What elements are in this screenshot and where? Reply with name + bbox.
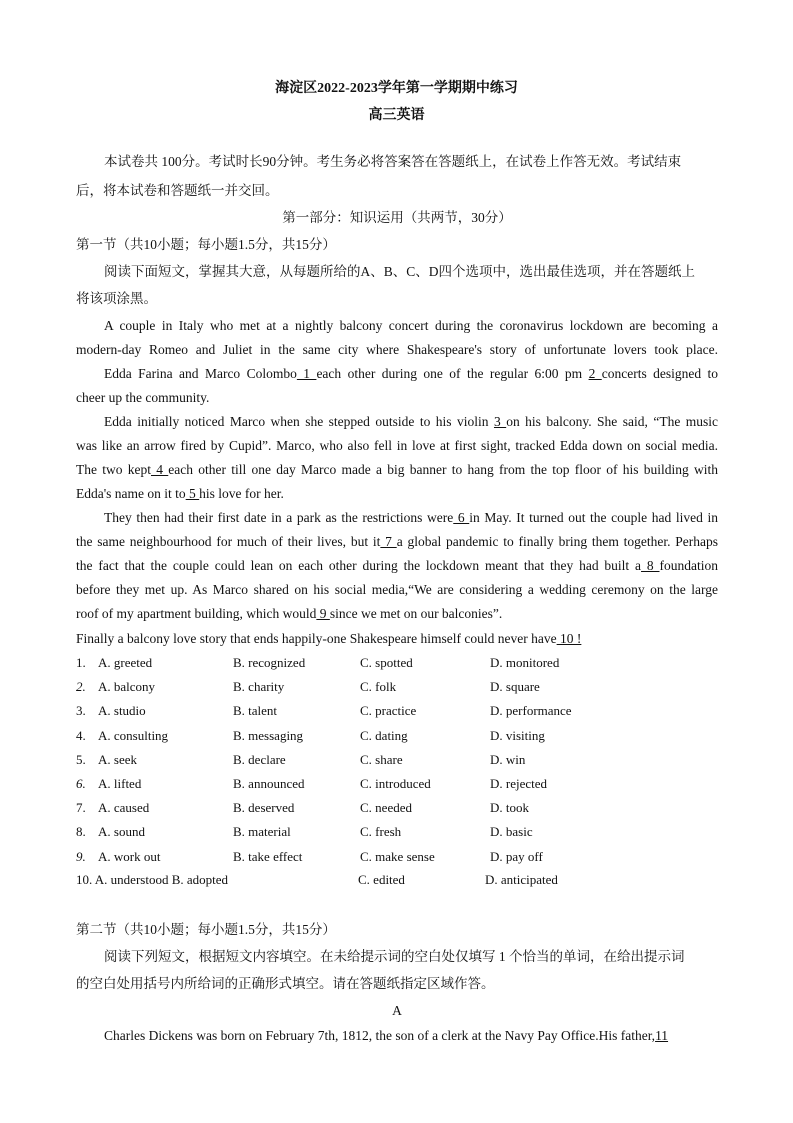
question-9-option-d: D. pay off <box>490 848 543 864</box>
question-6-option-b: B. announced <box>233 776 305 791</box>
section2-passage-line1 <box>104 1027 718 1045</box>
text: each other during one of the regular 6:00 pm <box>316 366 583 381</box>
question-4-option-b: B. messaging <box>233 727 304 743</box>
question-1-option-c: C. spotted <box>360 655 413 670</box>
blank-4: 4 <box>151 462 169 477</box>
text: on his balcony. She said, “The music <box>506 414 719 429</box>
question-9-number: 9. <box>76 848 86 864</box>
question-2-option-c: C. folk <box>360 679 397 695</box>
part1-heading: 第一部分：知识运用（共两节，30分） <box>282 210 512 225</box>
page-title: 海淀区2022-2023学年第一学期期中练习 <box>275 81 518 96</box>
passage-p5-line1 <box>76 630 718 648</box>
blank-8: 8 <box>641 558 660 573</box>
passage-p4-line2 <box>76 533 718 551</box>
question-8-option-d: D. basic <box>490 824 533 840</box>
passage-p3-line1 <box>104 413 718 431</box>
question-1-number: 1. <box>76 655 86 670</box>
question-9-option-b: B. take effect <box>233 848 303 864</box>
blank-3: 3 <box>493 414 507 429</box>
blank-9: 9 <box>316 606 330 621</box>
question-7-option-a: A. caused <box>98 800 150 816</box>
question-6-option-c: C. introduced <box>360 776 431 791</box>
section1-heading: 第一节（共10小题；每小题1.5分，共15分） <box>76 237 336 252</box>
passage-p1-line2: modern-day Romeo and Juliet in the same city where Shakespeare's story of unfortunate lovers took place. <box>76 342 718 357</box>
section2-passage-label: A <box>392 1003 402 1018</box>
question-7-option-c: C. needed <box>360 800 412 816</box>
section2-heading: 第二节（共10小题；每小题1.5分，共15分） <box>76 922 336 937</box>
question-2-option-d: D. square <box>490 679 540 695</box>
question-4-option-a: A. consulting <box>98 727 169 743</box>
blank-5: 5 <box>185 486 200 501</box>
question-5-option-b: B. declare <box>233 751 286 767</box>
text: his love for her. <box>199 486 284 501</box>
question-2-option-a: A. balcony <box>98 679 156 695</box>
question-5-number: 5. <box>76 751 86 767</box>
text: Edda Farina and Marco Colombo <box>104 366 297 381</box>
question-9-option-a: A. work out <box>98 848 161 864</box>
question-5-option-d: D. win <box>490 751 526 767</box>
question-6-option-d: D. rejected <box>490 776 548 791</box>
text: foundation <box>659 558 718 573</box>
question-9-option-c: C. make sense <box>360 848 435 864</box>
question-7-option-b: B. deserved <box>233 800 295 816</box>
text: Edda initially noticed Marco when she stepped outside to his violin <box>104 414 489 429</box>
section1-instruction-1: 阅读下面短文，掌握其大意，从每题所给的A、B、C、D四个选项中，选出最佳选项，并在答题纸上 <box>104 264 696 279</box>
question-6-option-a: A. lifted <box>98 776 142 791</box>
question-4-option-c: C. dating <box>360 727 408 743</box>
passage-p4-line4: before they met up. As Marco shared on his social media,“We are considering a wedding ceremony on the large <box>76 582 718 597</box>
text: since we met on our balconies”. <box>329 606 503 621</box>
blank-2: 2 <box>588 366 602 381</box>
section2-instruction-2: 的空白处用括号内所给词的正确形式填空。请在答题纸指定区域作答。 <box>76 976 495 991</box>
text: the same neighbourhood for much of their lives, but it <box>76 534 381 549</box>
question-3-option-a: A. studio <box>98 703 146 719</box>
question-10-c: C. edited <box>358 872 405 887</box>
blank-1: 1 <box>296 366 317 381</box>
question-5-option-a: A. seek <box>98 751 137 767</box>
passage-p4-line5 <box>76 605 718 623</box>
question-3-option-d: D. performance <box>490 703 572 719</box>
question-4-option-d: D. visiting <box>490 727 545 743</box>
passage-p4-line1 <box>104 509 718 527</box>
passage-p3-line3 <box>76 461 718 479</box>
intro-line-2: 后，将本试卷和答题纸一并交回。 <box>76 183 279 198</box>
blank-6: 6 <box>453 510 470 525</box>
passage-p1-line1: A couple in Italy who met at a nightly balcony concert during the coronavirus lockdown are becoming a <box>104 318 718 333</box>
question-7-option-d: D. took <box>490 800 529 816</box>
text: Edda's name on it to <box>76 486 186 501</box>
text: The two kept <box>76 462 151 477</box>
question-3-option-c: C. practice <box>360 703 417 719</box>
text: the fact that the couple could lean on each other during the lockdown meant that they had built a <box>76 558 642 573</box>
question-1-option-a: A. greeted <box>98 655 153 670</box>
question-8-number: 8. <box>76 824 86 840</box>
passage-p2-line2: cheer up the community. <box>76 390 210 405</box>
passage-p4-line3 <box>76 557 718 575</box>
blank-10: 10 ! <box>556 631 582 646</box>
question-3-option-b: B. talent <box>233 703 278 719</box>
text: Finally a balcony love story that ends happily-one Shakespeare himself could never have <box>76 631 557 646</box>
question-10-a-b: 10. A. understood B. adopted <box>76 872 229 887</box>
intro-line-1: 本试卷共 100分。考试时长90分钟。考生务必将答案答在答题纸上，在试卷上作答无效。考试结束 <box>104 154 682 169</box>
section1-instruction-2: 将该项涂黑。 <box>76 291 157 306</box>
text: concerts designed to <box>601 366 719 381</box>
question-10-d: D. anticipated <box>485 872 558 887</box>
question-7-number: 7. <box>76 800 86 816</box>
text: Charles Dickens was born on February 7th, 1812, the son of a clerk at the Navy Pay Office.His father, <box>104 1028 656 1043</box>
text: roof of my apartment building, which would <box>76 606 317 621</box>
page-subtitle: 高三英语 <box>368 108 425 123</box>
question-5-option-c: C. share <box>360 751 403 767</box>
text: a global pandemic to finally bring them together. Perhaps <box>396 534 719 549</box>
question-1-option-d: D. monitored <box>490 655 560 670</box>
passage-p3-line4 <box>76 485 718 503</box>
question-6-number: 6. <box>76 776 86 791</box>
blank-7: 7 <box>380 534 397 549</box>
question-2-option-b: B. charity <box>233 679 285 695</box>
passage-p3-line2: was like an arrow fired by Cupid”. Marco, who also fell in love at first sight, tracked Edda down on social media. <box>76 438 718 453</box>
question-8-option-a: A. sound <box>98 824 145 840</box>
question-1-option-b: B. recognized <box>233 655 306 670</box>
question-4-number: 4. <box>76 727 86 743</box>
text: They then had their first date in a park as the restrictions were <box>104 510 454 525</box>
passage-p2-line1 <box>104 365 718 383</box>
section2-instruction-1: 阅读下列短文，根据短文内容填空。在未给提示词的空白处仅填写 1 个恰当的单词，在给出提示词 <box>104 949 685 964</box>
question-8-option-b: B. material <box>233 824 291 840</box>
question-2-number: 2. <box>76 679 86 695</box>
question-8-option-c: C. fresh <box>360 824 402 840</box>
text: in May. It turned out the couple had lived in <box>469 510 718 525</box>
blank-11: 11 <box>655 1028 669 1043</box>
text: each other till one day Marco made a big banner to hang from the top floor of his building with <box>168 462 718 477</box>
question-3-number: 3. <box>76 703 86 719</box>
